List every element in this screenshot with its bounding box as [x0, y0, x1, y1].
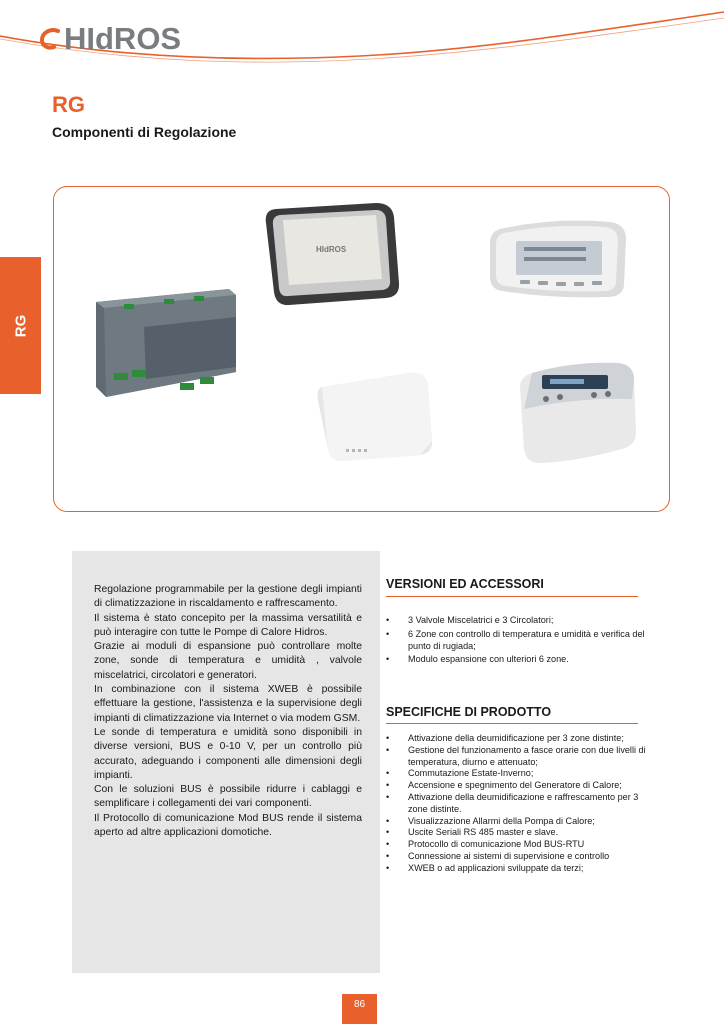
- description-paragraph: In combinazione con il sistema XWEB è possibile effettuare la gestione, l'assistenza e la supervisione degli impianti di climatizzazione via Internet o via modem GSM.: [94, 684, 362, 724]
- list-item: [386, 745, 648, 769]
- list-item: [386, 863, 648, 875]
- logo-swirl-icon: [38, 26, 64, 52]
- description-paragraph: Le sonde di temperatura e umidità sono disponibili in diverse versioni, BUS e 0-10 V, per un controllo più accurato, adeguando i componenti alle dimensioni degli impianti.: [94, 726, 362, 781]
- list-item-text: Visualizzazione Allarmi della Pompa di Calore;: [408, 815, 595, 826]
- list-item: [386, 733, 648, 745]
- bullet-icon: •: [386, 615, 390, 625]
- description-text: [94, 583, 362, 840]
- list-item-text: Protocollo di comunicazione Mod BUS-RTU: [408, 839, 585, 850]
- touch-panel-icon: [266, 203, 399, 305]
- din-rail-controller-icon: [96, 289, 236, 397]
- wall-terminal-icon: [520, 363, 636, 463]
- versions-heading: VERSIONI ED ACCESSORI: [386, 577, 544, 591]
- lcd-thermostat-icon: [490, 221, 626, 298]
- list-item-text: Gestione del funzionamento a fasce orarie con due livelli di temperatura, diurno e attenuato;: [408, 744, 646, 767]
- list-item: [386, 654, 646, 666]
- specs-divider: [386, 723, 638, 724]
- versions-list: [386, 615, 646, 668]
- section-title: RG: [52, 92, 85, 117]
- description-paragraph: Il sistema è stato concepito per la massima versatilità e può interagire con tutte le Pompe di Calore Hidros.: [94, 612, 362, 638]
- list-item: [386, 780, 648, 792]
- description-paragraph: Grazie ai moduli di espansione può controllare molte zone, sonde di temperatura e umidità , valvole miscelatrici, circolatori e generatori.: [94, 641, 362, 681]
- wall-sensor-icon: [318, 373, 433, 461]
- list-item: [386, 792, 648, 816]
- list-item: [386, 851, 648, 863]
- list-item-text: 3 Valvole Miscelatrici e 3 Circolatori;: [408, 615, 554, 625]
- list-item-text: Commutazione Estate-Inverno;: [408, 768, 534, 779]
- bullet-icon: •: [386, 744, 390, 755]
- list-item: [386, 827, 648, 839]
- list-item-text: Attivazione della deumidificazione per 3 zone distinte;: [408, 733, 624, 743]
- versions-divider: [386, 596, 638, 597]
- list-item-text: Accensione e spegnimento del Generatore di Calore;: [408, 780, 622, 791]
- bullet-icon: •: [386, 780, 390, 791]
- list-item-text: Modulo espansione con ulteriori 6 zone.: [408, 654, 569, 665]
- bullet-icon: •: [386, 654, 390, 665]
- bullet-icon: •: [386, 791, 390, 802]
- list-item: [386, 615, 646, 627]
- list-item-text: 6 Zone con controllo di temperatura e umidità e verifica del punto di rugiada;: [408, 628, 645, 651]
- list-item: [386, 629, 646, 653]
- product-photo-frame: [53, 186, 670, 512]
- brand-name: HIdROS: [64, 21, 182, 56]
- bullet-icon: •: [386, 733, 390, 743]
- bullet-icon: •: [386, 768, 390, 779]
- bullet-icon: •: [386, 850, 390, 861]
- bullet-icon: •: [386, 827, 390, 838]
- description-paragraph: Il Protocollo di comunicazione Mod BUS rende il sistema aperto ad altre applicazioni domotiche.: [94, 812, 362, 839]
- list-item: [386, 839, 648, 851]
- description-paragraph: Con le soluzioni BUS è possibile ridurre i cablaggi e semplificare i collegamenti dei vari componenti.: [94, 784, 362, 810]
- list-item-text: Attivazione della deumidificazione e raffrescamento per 3 zone distinte.: [408, 791, 639, 814]
- product-photo: [54, 187, 669, 511]
- side-tab-label: RG: [12, 314, 29, 337]
- bullet-icon: •: [386, 839, 390, 850]
- section-subtitle: Componenti di Regolazione: [52, 124, 237, 140]
- list-item-text: Uscite Seriali RS 485 master e slave.: [408, 827, 559, 838]
- page-number: 86: [342, 994, 377, 1024]
- bullet-icon: •: [386, 862, 390, 873]
- list-item: [386, 816, 648, 828]
- specs-heading: SPECIFICHE DI PRODOTTO: [386, 705, 552, 719]
- description-paragraph: Regolazione programmabile per la gestione degli impianti di climatizzazione in riscaldamento e raffrescamento.: [94, 584, 362, 610]
- list-item-text: Connessione ai sistemi di supervisione e controllo: [408, 850, 610, 861]
- touch-screen-brand: HIdROS: [316, 245, 347, 254]
- bullet-icon: •: [386, 815, 390, 826]
- specs-list: [386, 733, 648, 875]
- side-section-tab: [0, 257, 41, 394]
- list-item-text: XWEB o ad applicazioni sviluppate da terzi;: [408, 862, 584, 873]
- brand-logo: [38, 22, 181, 56]
- bullet-icon: •: [386, 628, 390, 639]
- list-item: [386, 768, 648, 780]
